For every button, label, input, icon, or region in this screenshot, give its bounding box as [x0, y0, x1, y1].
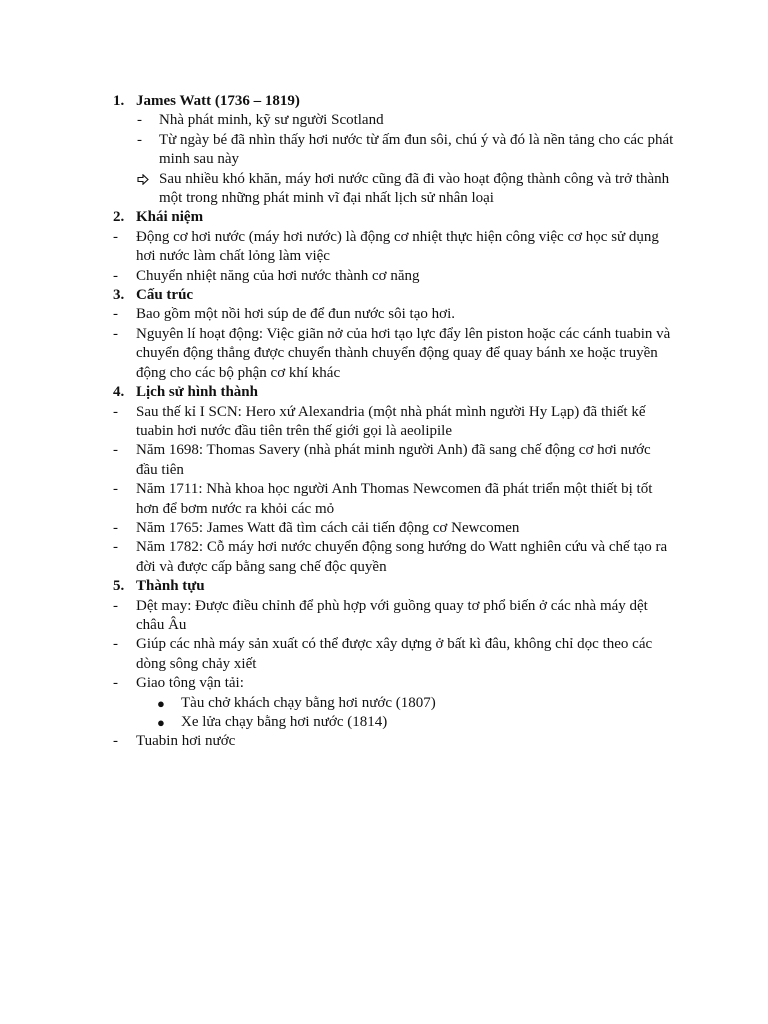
section-heading [0, 208, 676, 227]
dash-marker: - [113, 481, 118, 498]
dash-marker: - [137, 131, 142, 148]
list-item-text: Nhà phát minh, kỹ sư người Scotland [159, 112, 384, 129]
section-number: 2. [113, 209, 125, 226]
dash-marker: - [113, 442, 118, 459]
section-title: Khái niệm [136, 209, 204, 226]
bullet-icon: ● [157, 715, 165, 730]
list-item [0, 131, 679, 170]
list-item [0, 305, 676, 324]
list-item-text: Dệt may: Được điều chỉnh để phù hợp với guồng quay tơ phổ biến ở các nhà máy dệt châu Âu [136, 597, 648, 633]
section-number: 4. [113, 384, 125, 401]
list-item [0, 635, 676, 674]
list-item-text: Tuabin hơi nước [136, 733, 236, 750]
list-item [0, 441, 676, 480]
dash-marker: - [113, 733, 118, 750]
dash-marker: - [113, 539, 118, 556]
section-title: Thành tựu [136, 578, 205, 595]
bullet-icon: ● [157, 695, 165, 711]
list-item-text: Năm 1765: James Watt đã tìm cách cải tiến động cơ Newcomen [136, 519, 520, 536]
list-item-text: Năm 1698: Thomas Savery (nhà phát minh người Anh) đã sang chế động cơ hơi nước đầu tiên [136, 442, 651, 478]
list-item-text: Năm 1782: Cỗ máy hơi nước chuyển động song hướng do Watt nghiên cứu và chế tạo ra đời và được cấp bằng sang chế độc quyền [136, 539, 668, 575]
list-item-text: Chuyển nhiệt năng của hơi nước thành cơ năng [136, 267, 420, 284]
document-body [0, 92, 768, 752]
list-item [0, 480, 676, 519]
section-title: James Watt (1736 – 1819) [136, 93, 300, 109]
list-item-text: Bao gồm một nồi hơi súp de để đun nước sôi tạo hơi. [136, 306, 455, 323]
list-item [0, 170, 679, 209]
section-number: 5. [113, 578, 125, 595]
list-item-text: Động cơ hơi nước (máy hơi nước) là động cơ nhiệt thực hiện công việc cơ học sử dụng hơi nước làm chất lỏng làm việc [136, 228, 659, 265]
dash-marker: - [113, 228, 118, 245]
list-item [0, 267, 676, 286]
list-item [0, 519, 676, 538]
dash-marker: - [113, 636, 118, 653]
bullet-list-item [0, 694, 671, 713]
bullet-list-item [0, 713, 671, 732]
list-item [0, 674, 676, 693]
list-item [0, 325, 676, 383]
dash-marker: - [113, 597, 118, 614]
dash-marker: - [113, 403, 118, 420]
section-number: 3. [113, 287, 125, 304]
list-item [0, 111, 679, 130]
dash-marker: - [113, 519, 118, 536]
list-item-text: Sau nhiều khó khăn, máy hơi nước cũng đã đi vào hoạt động thành công và trở thành một trong những phát minh vĩ đại nhất lịch sử nhân loại [159, 170, 670, 207]
dash-marker: - [113, 675, 118, 692]
dash-marker: - [113, 306, 118, 323]
list-item-text: Từ ngày bé đã nhìn thấy hơi nước từ ấm đun sôi, chú ý và đó là nền tảng cho các phát minh sau này [159, 131, 674, 168]
dash-marker: - [113, 267, 118, 284]
section-heading [0, 92, 676, 111]
section-title: Lịch sử hình thành [136, 384, 258, 401]
list-item-text: Nguyên lí hoạt động: Việc giãn nở của hơi tạo lực đẩy lên piston hoặc các cánh tuabin và chuyển động thẳng được chuyển thành chuyển động quay để quay bánh xe hoặc truyền động cho các bộ phận cơ khí khác [136, 325, 671, 381]
list-item [0, 228, 676, 267]
list-item-text: Năm 1711: Nhà khoa học người Anh Thomas Newcomen đã phát triển một thiết bị tốt hơn để bơm nước ra khỏi các mỏ [136, 481, 653, 517]
dash-marker: - [137, 112, 142, 129]
section-title: Cấu trúc [136, 287, 194, 304]
list-item-text: Sau thế kỉ I SCN: Hero xứ Alexandria (một nhà phát mình người Hy Lạp) đã thiết kế tuabin hơi nước đầu tiên trên thế giới gọi là aeolipile [136, 403, 646, 439]
list-item [0, 732, 676, 751]
section-heading [0, 577, 676, 596]
section-heading [0, 286, 676, 305]
list-item-text: Xe lửa chạy bằng hơi nước (1814) [181, 714, 388, 730]
section-number: 1. [113, 93, 125, 109]
list-item-text: Giao tông vận tải: [136, 675, 244, 692]
list-item-text: Tàu chở khách chạy bằng hơi nước (1807) [181, 694, 436, 711]
arrow-right-icon [137, 170, 149, 189]
list-item-text: Giúp các nhà máy sản xuất có thể được xây dựng ở bất kì đâu, không chỉ dọc theo các dòng sông chảy xiết [136, 636, 653, 672]
list-item [0, 538, 676, 577]
list-item [0, 403, 676, 442]
section-heading [0, 383, 676, 402]
dash-marker: - [113, 325, 118, 342]
list-item [0, 597, 676, 636]
